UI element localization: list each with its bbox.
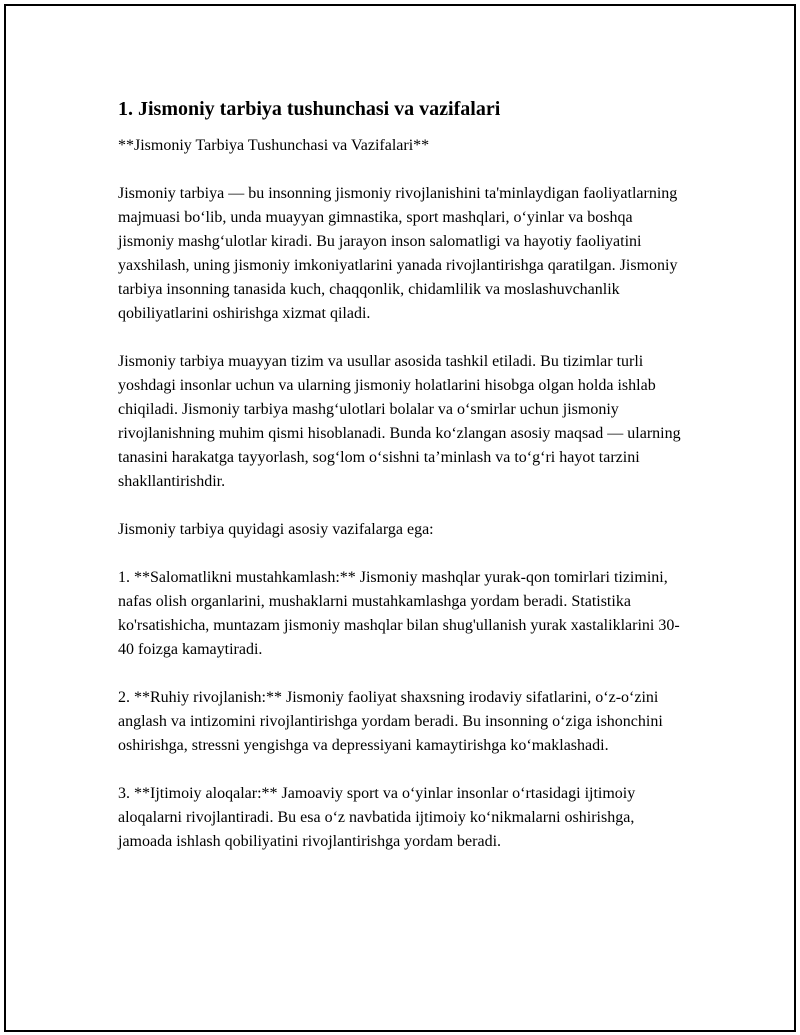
- paragraph-system: Jismoniy tarbiya muayyan tizim va usullar asosida tashkil etiladi. Bu tizimlar turli yoshdagi insonlar uchun va ularning jismoniy holatlarini hisobga olgan holda ishlab chiqiladi. Jismoniy tarbiya mashg‘ulotlari bolalar va o‘smirlar uchun jismoniy rivojlanishning muhim qismi hisoblanadi. Bunda ko‘zlangan asosiy maqsad — ularning tanasini harakatga tayyorlash, sog‘lom o‘sishni ta’minlash va to‘g‘ri hayot tarzini shakllantirishdir.: [118, 353, 681, 490]
- paragraph-tasks-intro: Jismoniy tarbiya quyidagi asosiy vazifalarga ega:: [118, 521, 434, 538]
- list-item-health: 1. **Salomatlikni mustahkamlash:** Jismoniy mashqlar yurak-qon tomirlari tizimini, nafas olish organlarini, mushaklarni mustahkamlashga yordam beradi. Statistika ko'rsatishicha, muntazam jismoniy mashqlar bilan shug'ullanish yurak xastaliklarini 30-40 foizga kamaytiradi.: [118, 569, 680, 658]
- list-item-mental: 2. **Ruhiy rivojlanish:** Jismoniy faoliyat shaxsning irodaviy sifatlarini, o‘z-o‘zini anglash va intizomini rivojlantirishga yordam beradi. Bu insonning o‘ziga ishonchini oshirishga, stressni yengishga va depressiyani kamaytirishga ko‘maklashadi.: [118, 689, 663, 754]
- section-heading: 1. Jismoniy tarbiya tushunchasi va vazifalari: [118, 98, 501, 120]
- list-item-social: 3. **Ijtimoiy aloqalar:** Jamoaviy sport va o‘yinlar insonlar o‘rtasidagi ijtimoiy aloqalarni rivojlantiradi. Bu esa o‘z navbatida ijtimoiy ko‘nikmalarni oshirishga, jamoada ishlash qobiliyatini rivojlantirishga yordam beradi.: [118, 785, 636, 850]
- paragraph-definition: Jismoniy tarbiya — bu insonning jismoniy rivojlanishini ta'minlaydigan faoliyatlarning majmuasi bo‘lib, unda muayyan gimnastika, sport mashqlari, o‘yinlar va boshqa jismoniy mashg‘ulotlar kiradi. Bu jarayon inson salomatligi va hayotiy faoliyatini yaxshilash, uning jismoniy imkoniyatlarini yanada rivojlantirishga qaratilgan. Jismoniy tarbiya insonning tanasida kuch, chaqqonlik, chidamlilik va moslashuvchanlik qobiliyatlarini oshirishga xizmat qiladi.: [118, 185, 678, 322]
- subtitle-paragraph: **Jismoniy Tarbiya Tushunchasi va Vazifalari**: [118, 137, 430, 154]
- document-body: [118, 88, 688, 878]
